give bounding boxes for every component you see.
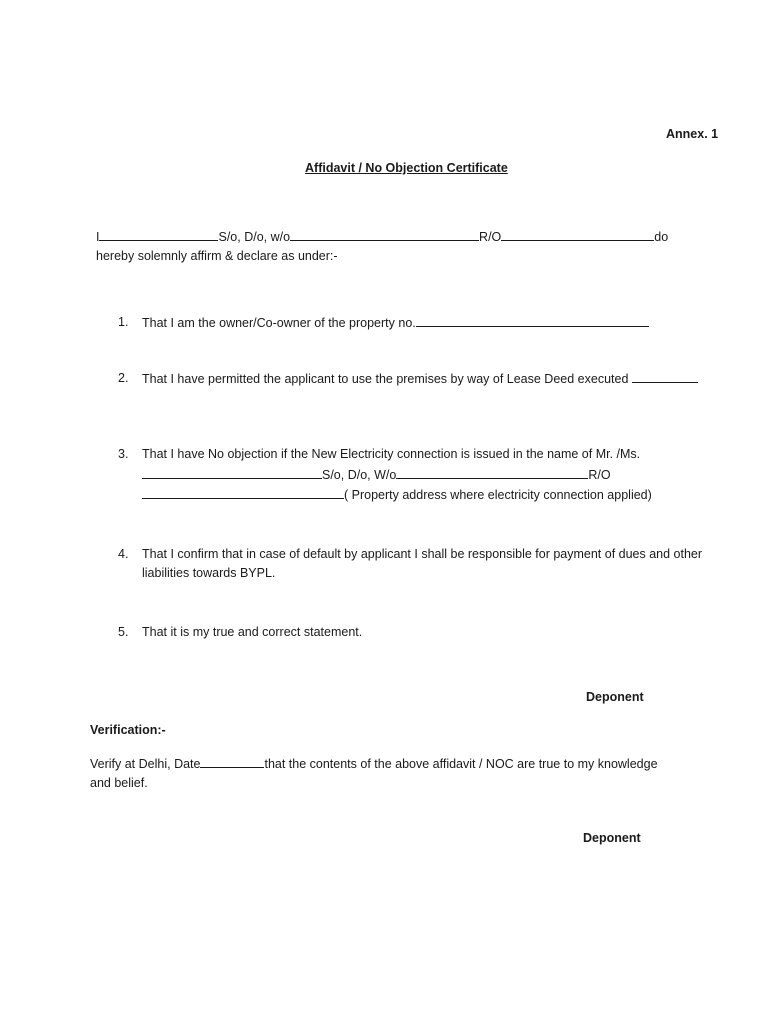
intro-line-1 (96, 229, 668, 244)
item-4-number: 4. (118, 547, 129, 561)
document-title: Affidavit / No Objection Certificate (305, 161, 508, 175)
property-address-blank[interactable] (142, 487, 344, 499)
applicant-name-blank[interactable] (142, 467, 322, 479)
item-3-ro: R/O (588, 468, 611, 482)
item-4-line-2: liabilities towards BYPL. (142, 566, 276, 580)
applicant-relation-blank[interactable] (396, 467, 588, 479)
item-4-text: That I confirm that in case of default by applicant I shall be responsible for payment of dues and other (142, 547, 703, 561)
item-3-text: That I have No objection if the New Electricity connection is issued in the name of Mr. /Ms. (142, 447, 641, 461)
item-2-number: 2. (118, 371, 129, 385)
item-5-text: That it is my true and correct statement. (142, 625, 363, 639)
lease-date-blank[interactable] (632, 371, 698, 383)
relation-name-blank[interactable] (290, 229, 479, 241)
verification-line-1 (90, 756, 658, 771)
item-2 (142, 371, 698, 386)
item-2-text: That I have permitted the applicant to use the premises by way of Lease Deed executed (142, 372, 629, 386)
intro-ro: R/O (479, 230, 502, 244)
deponent-label-2: Deponent (583, 831, 641, 845)
deponent-label-1: Deponent (586, 690, 644, 704)
item-3-line-2 (142, 467, 611, 482)
verification-prefix: Verify at Delhi, Date (90, 757, 201, 771)
verification-line-2: and belief. (90, 776, 148, 790)
verification-suffix: that the contents of the above affidavit / NOC are true to my knowledge (264, 757, 658, 771)
verification-heading: Verification:- (90, 723, 166, 737)
item-3-number: 3. (118, 447, 129, 461)
intro-i: I (96, 230, 100, 244)
intro-do: do (654, 230, 669, 244)
name-blank[interactable] (99, 229, 218, 241)
intro-relation: S/o, D/o, w/o (218, 230, 291, 244)
residence-blank[interactable] (501, 229, 654, 241)
item-3-line-3 (142, 487, 652, 502)
property-no-blank[interactable] (416, 315, 649, 327)
verification-date-blank[interactable] (200, 756, 264, 768)
item-3-relation: S/o, D/o, W/o (322, 468, 397, 482)
annex-label: Annex. 1 (666, 127, 719, 141)
item-1 (142, 315, 649, 330)
item-1-text: That I am the owner/Co-owner of the property no. (142, 316, 416, 330)
item-3-address-note: ( Property address where electricity connection applied) (344, 488, 652, 502)
item-1-number: 1. (118, 315, 129, 329)
intro-line-2: hereby solemnly affirm & declare as under:- (96, 249, 338, 263)
item-5-number: 5. (118, 625, 129, 639)
